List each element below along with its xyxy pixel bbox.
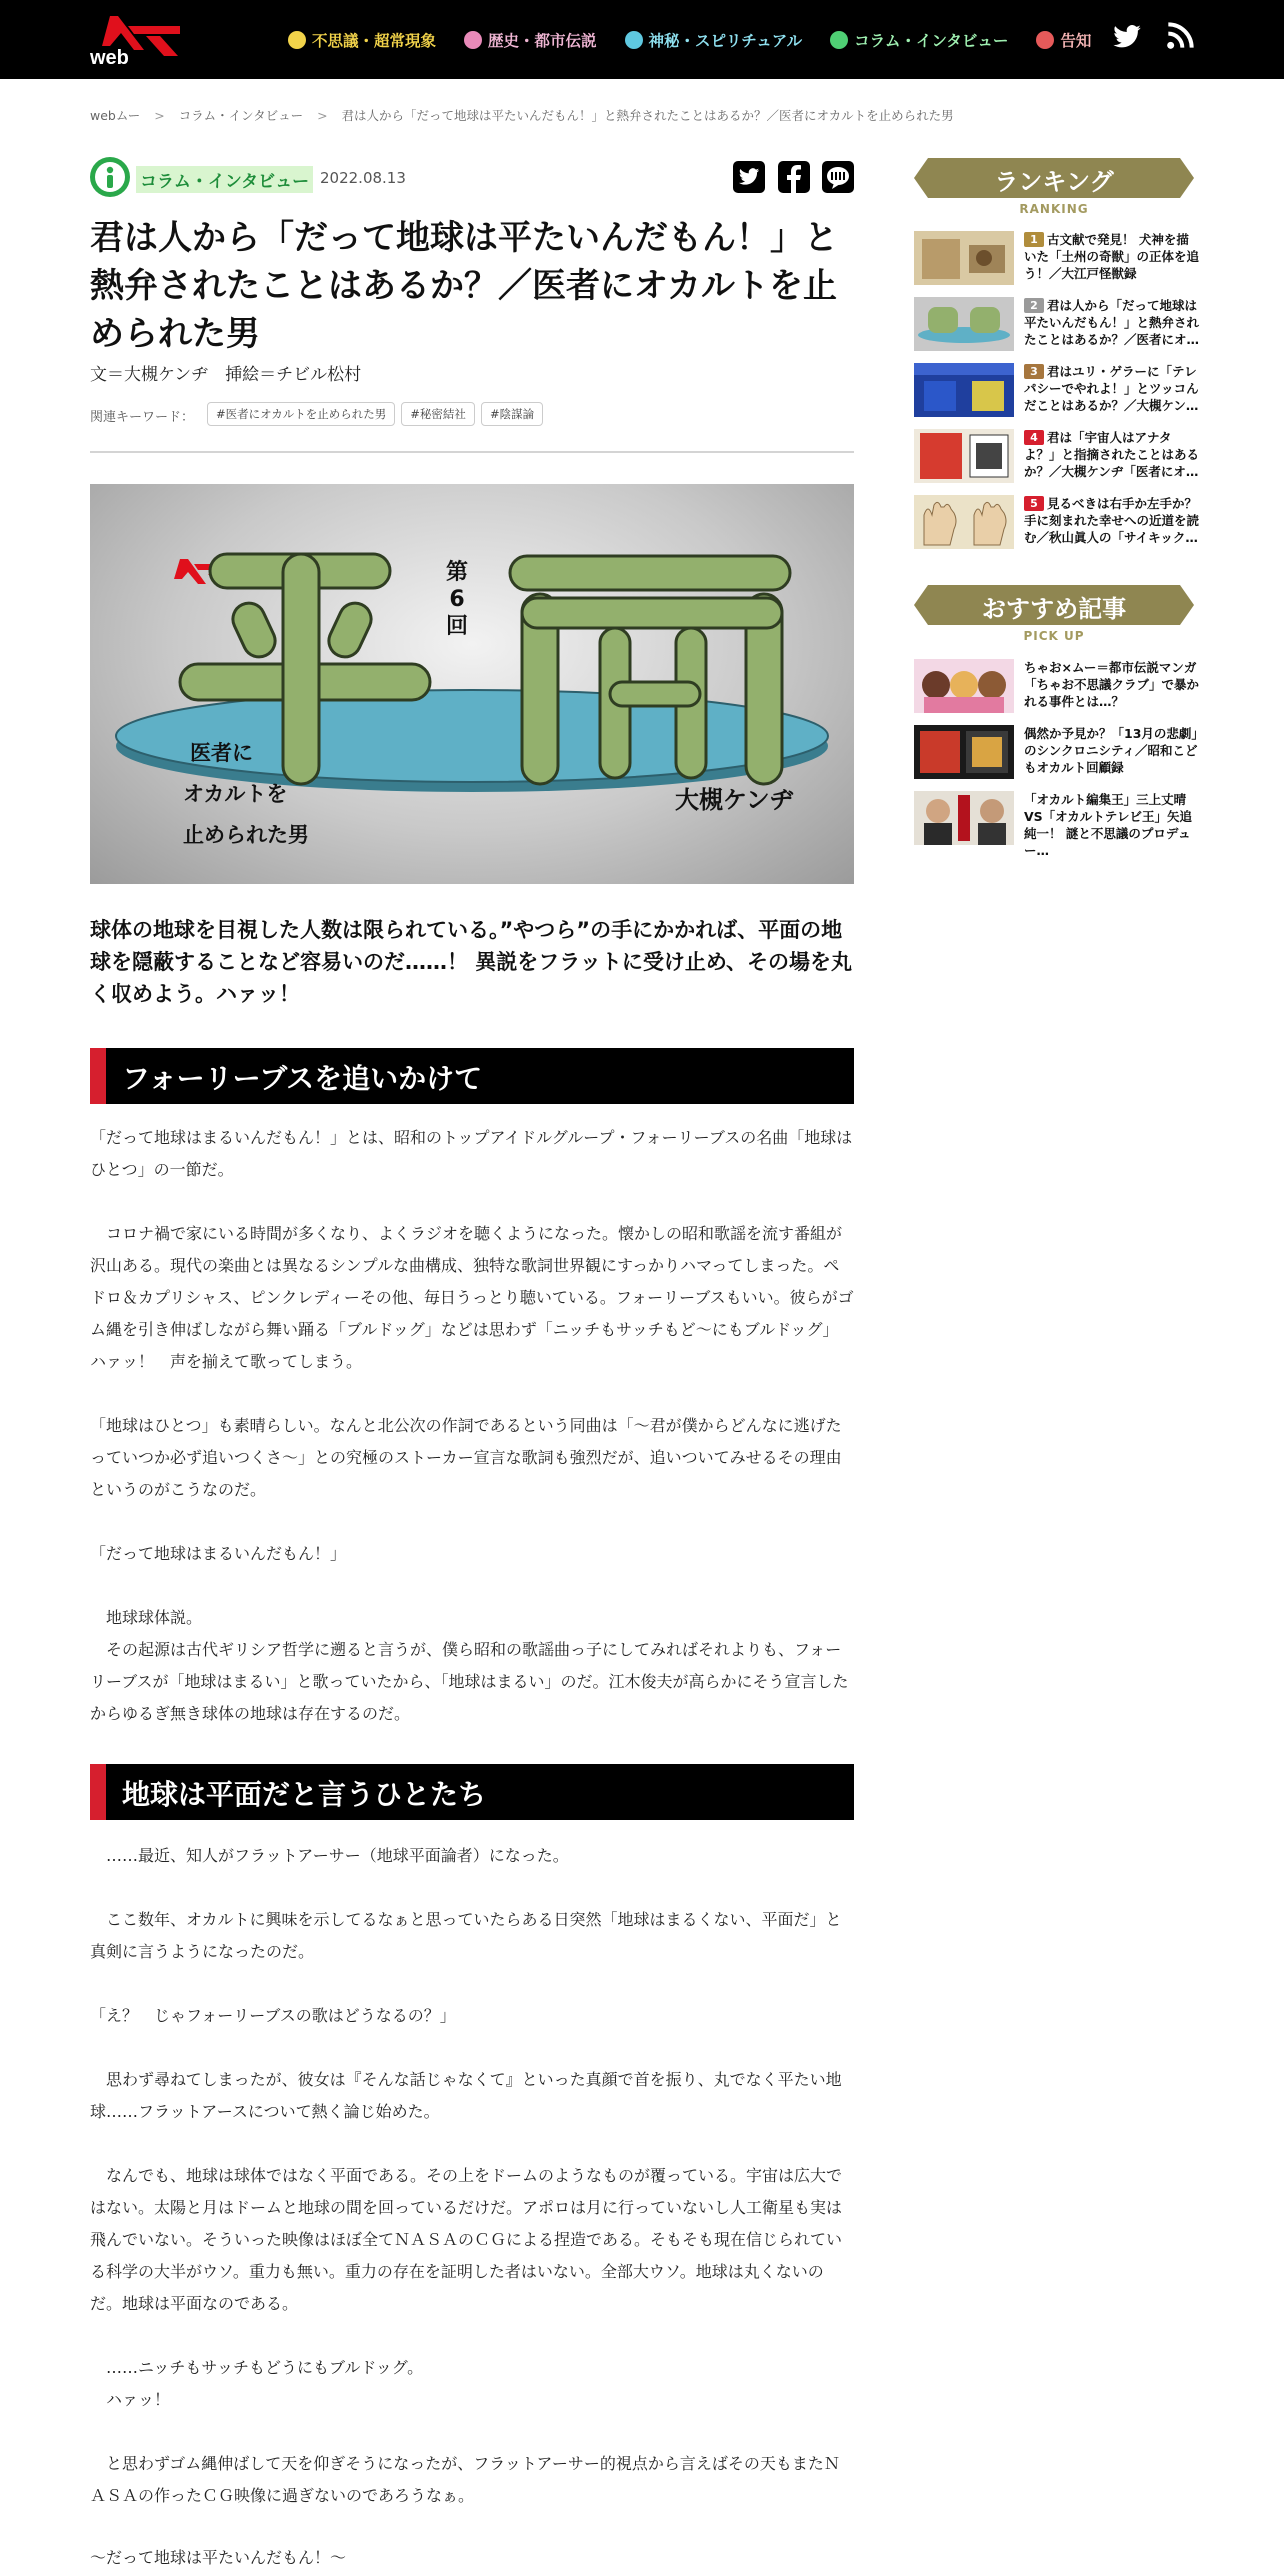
paragraph: ここ数年、オカルトに興味を示してるなぁと思っていたらある日突然「地球はまるくない、平面だ」と真剣に言うようになったのだ。 (90, 1910, 842, 1961)
hero-caption-line: 止められた男 (183, 823, 309, 847)
site-logo[interactable] (88, 12, 184, 68)
pickup-subtitle: PICK UP (1023, 629, 1085, 643)
rss-icon[interactable] (1166, 22, 1194, 50)
ranking-heading: ランキング (914, 158, 1194, 198)
breadcrumb (90, 106, 964, 124)
episode-badge (446, 559, 468, 639)
share-twitter-icon[interactable] (733, 161, 765, 193)
breadcrumb-separator: > (154, 108, 165, 123)
interview-category-icon (90, 157, 130, 197)
pickup-item[interactable] (914, 725, 1200, 779)
pickup-item[interactable] (914, 791, 1200, 858)
paragraph: ……ニッチもサッチもどうにもブルドッグ。 ハァッ！ (106, 2358, 424, 2409)
paragraph: 「だって地球はまるいんだもん！」 (90, 1544, 347, 1563)
pickup-title: 「オカルト編集王」三上丈晴VS「オカルトテレビ王」矢追純一！ 謎と不思議のプロデュー… (1024, 792, 1193, 858)
pickup-thumbnail (914, 725, 1014, 779)
byline: 文＝大槻ケンヂ 挿絵＝チビル松村 (90, 365, 362, 385)
pickup-item[interactable] (914, 659, 1200, 713)
ranking-subtitle: RANKING (1019, 202, 1089, 216)
ranking-thumbnail (914, 297, 1014, 351)
ranking-title: 古文献で発見！ 犬神を描いた「土州の奇獣」の正体を追う！／大江戸怪獣録 (1024, 232, 1200, 281)
breadcrumb-category[interactable]: コラム・インタビュー (178, 108, 304, 123)
hero-caption-line: オカルトを (183, 782, 288, 806)
paragraph: コロナ禍で家にいる時間が多くなり、よくラジオを聴くようになった。懐かしの昭和歌謡を流す番組が沢山ある。現代の楽曲とは異なるシンプルな曲構成、独特な歌詞世界観にすっかりハマってしまった。ペドロ＆カプリシャス、ピンクレディーその他、毎日うっとり聴いている。フォーリーブスもいい。彼らがゴム縄を引き伸ばしながら舞い踊る「ブルドッグ」などは思わず「ニッチもサッチもど〜にもブルドッグ」ハァッ！ 声を揃えて歌ってしまう。 (90, 1224, 854, 1371)
paragraph: 「だって地球はまるいんだもん！」とは、昭和のトップアイドルグループ・フォーリーブスの名曲「地球はひとつ」の一節だ。 (90, 1128, 853, 1179)
keyword-tag[interactable]: #陰謀論 (481, 402, 543, 426)
publish-date: 2022.08.13 (320, 169, 406, 187)
eye-icon (625, 31, 643, 49)
rank-badge: 4 (1024, 430, 1044, 445)
rank-badge: 1 (1024, 232, 1044, 247)
article-title: 君は人から「だって地球は平たいんだもん！」と熱弁されたことはあるか？／医者にオカルトを止められた男 (90, 218, 838, 354)
main-nav (288, 26, 1119, 54)
site-header (0, 0, 1284, 79)
category-label[interactable]: コラム・インタビュー (136, 166, 313, 193)
keywords-label: 関連キーワード： (90, 410, 195, 425)
twitter-icon[interactable] (1112, 22, 1142, 52)
paragraph: ……最近、知人がフラットアーサー（地球平面論者）になった。 (90, 1846, 569, 1865)
pickup-title: 偶然か予見か？「13月の悲劇」のシンクロニシティ／昭和こどもオカルト回顧録 (1024, 726, 1198, 775)
pickup-heading: おすすめ記事 (914, 585, 1194, 625)
ranking-item[interactable] (914, 363, 1200, 417)
keyword-tag[interactable]: #医者にオカルトを止められた男 (207, 402, 395, 426)
logo-text: web (90, 47, 129, 68)
share-line-icon[interactable] (822, 161, 854, 193)
paragraph: と思わずゴム縄伸ばして天を仰ぎそうになったが、フラットアーサー的視点から言えばその天もまたＮＡＳＡの作ったＣＧ映像に過ぎないのであろうなぁ。 (90, 2454, 840, 2505)
ranking-thumbnail (914, 429, 1014, 483)
ranking-title: 君は人から「だって地球は平たいんだもん！」と熱弁されたことはあるか？／医者にオ… (1024, 298, 1200, 347)
keyword-tags (207, 402, 549, 426)
mystery-icon (288, 31, 306, 49)
hero-caption-line: 医者に (190, 741, 253, 765)
ranking-item[interactable] (914, 495, 1200, 549)
hero-image (90, 484, 854, 884)
divider (90, 451, 854, 453)
paragraph: 思わず尋ねてしまったが、彼女は『そんな話じゃなくて』といった真顔で首を振り、丸でなく平たい地球……フラットアースについて熱く論じ始めた。 (90, 2070, 842, 2121)
ranking-thumbnail (914, 495, 1014, 549)
breadcrumb-home[interactable]: webムー (90, 108, 141, 123)
pickup-thumbnail (914, 659, 1014, 713)
nav-notice[interactable]: 告知 (1036, 29, 1091, 51)
share-facebook-icon[interactable] (778, 161, 810, 193)
paragraph: 「え？ じゃフォーリーブスの歌はどうなるの？」 (90, 2006, 456, 2025)
paragraph: 〜だって地球は平たいんだもん！〜 (90, 2548, 347, 2567)
pickup-title: ちゃお×ムー＝都市伝説マンガ「ちゃお不思議クラブ」で暴かれる事件とは…？ (1024, 660, 1200, 709)
nav-spiritual[interactable]: 神秘・スピリチュアル (625, 29, 803, 51)
rank-badge: 5 (1024, 496, 1044, 511)
section-heading: 地球は平面だと言うひとたち (90, 1764, 854, 1820)
paragraph: 地球球体説。 その起源は古代ギリシア哲学に遡ると言うが、僕ら昭和の歌謡曲っ子にしてみればそれよりも、フォーリーブスが「地球はまるい」と歌っていたから、「地球はまるい」のだ。江木俊夫が高らかにそう宣言したからゆるぎ無き球体の地球は存在するのだ。 (90, 1608, 849, 1723)
nav-history[interactable]: 歴史・都市伝説 (464, 29, 597, 51)
ranking-title: 君はユリ・ゲラーに「テレパシーでやれよ！」とツッコんだことはあるか？／大槻ケン… (1024, 364, 1199, 413)
breadcrumb-current: 君は人から「だって地球は平たいんだもん！」と熱弁されたことはあるか？／医者にオカルトを止められた男 (341, 108, 954, 123)
svg-text:6: 6 (449, 587, 465, 612)
rank-badge: 3 (1024, 364, 1044, 379)
ranking-title: 見るべきは右手か左手か？手に刻まれた幸せへの近道を読む／秋山眞人の「サイキック… (1024, 496, 1200, 545)
ranking-thumbnail (914, 231, 1014, 285)
ranking-item[interactable] (914, 297, 1200, 351)
ranking-item[interactable] (914, 231, 1200, 285)
ranking-title: 君は「宇宙人はアナタよ？」と指摘されたことはあるか？／大槻ケンヂ「医者にオ… (1024, 430, 1200, 479)
megaphone-icon (1036, 31, 1054, 49)
article-lead: 球体の地球を目視した人数は限られている。”やつら”の手にかかれば、平面の地球を隠蔽することなど容易いのだ……！ 異説をフラットに受け止め、その場を丸く収めよう。ハァッ！ (90, 918, 853, 1006)
paragraph: なんでも、地球は球体ではなく平面である。その上をドームのようなものが覆っている。宇宙は広大ではない。太陽と月はドームと地球の間を回っているだけだ。アポロは月に行っていないし人工衛星も実は飛んでいない。そういった映像はほぼ全てＮＡＳＡのＣＧによる捏造である。そもそも現在信じられている科学の大半がウソ。重力も無い。重力の存在を証明した者はいない。全部大ウソ。地球は丸くないのだ。地球は平面なのである。 (90, 2166, 843, 2313)
history-icon (464, 31, 482, 49)
paragraph: 「地球はひとつ」も素晴らしい。なんと北公次の作詞であるという同曲は「〜君が僕からどんなに逃げたっていつか必ず追いつくさ〜」との究極のストーカー宣言な歌詞も強烈だが、追いついてみせるその理由というのがこうなのだ。 (90, 1416, 842, 1499)
breadcrumb-separator: > (317, 108, 328, 123)
nav-mystery[interactable]: 不思議・超常現象 (288, 29, 436, 51)
ranking-thumbnail (914, 363, 1014, 417)
rank-badge: 2 (1024, 298, 1044, 313)
interview-icon (830, 31, 848, 49)
keyword-tag[interactable]: #秘密結社 (401, 402, 475, 426)
pickup-thumbnail (914, 791, 1014, 845)
hero-author: 大槻ケンヂ (675, 786, 794, 814)
section-heading: フォーリーブスを追いかけて (90, 1048, 854, 1104)
svg-text:回: 回 (445, 614, 469, 639)
nav-column[interactable]: コラム・インタビュー (830, 29, 1008, 51)
svg-text:第: 第 (445, 560, 469, 585)
ranking-item[interactable] (914, 429, 1200, 483)
